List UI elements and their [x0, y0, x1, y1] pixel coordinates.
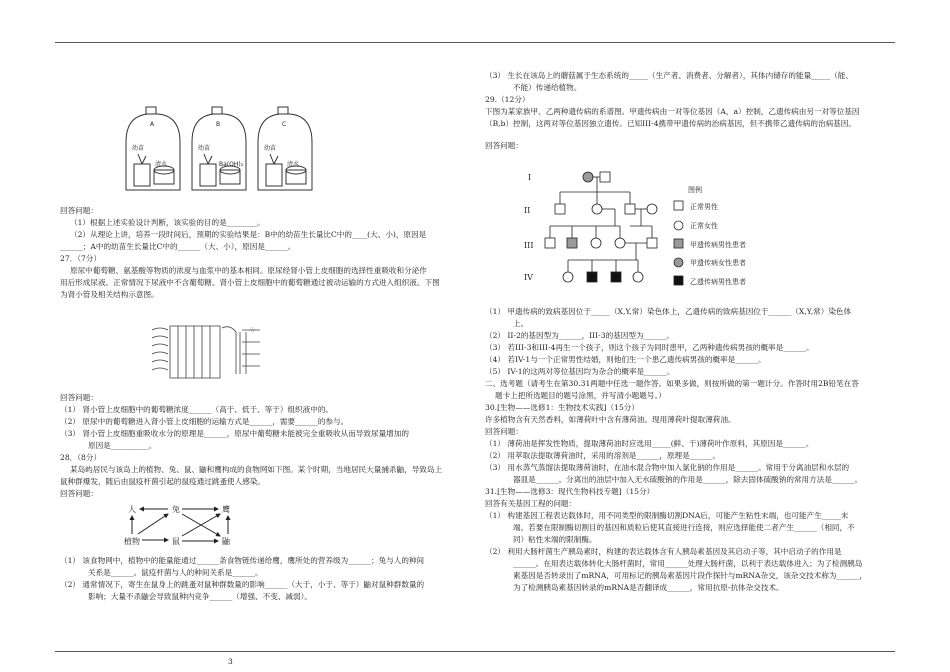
q29-sub4: （4） 若IV-1与一个正常男性结婚，则他们生一个患乙遗传病男孩的概率是______。 — [485, 355, 766, 364]
q27-sub1: （1） 肾小管上皮细胞中的葡萄糖浓度______（高于、低于、等于）组织液中的。 — [60, 405, 334, 414]
seedling-label-c: 幼苗 — [264, 145, 277, 152]
q27-sub3a: （3） 肾小管上皮细胞重吸收水分的原理是______，原尿中葡萄糖未能被完全重吸收从而导致尿量增加的 — [60, 429, 409, 438]
q31-sub2b: ______。在用表达载体转化大肠杆菌时，常用______处理大肠杆菌，以利于表达载体进入；为了检测胰岛 — [513, 559, 863, 568]
legend-item-5: 乙遗传病男性患者 — [690, 278, 746, 286]
section2-line2: 题卡上把所选题目的题号涂黑，并写清小题题号。） — [495, 391, 666, 400]
legend-item-1: 正常男性 — [690, 203, 718, 211]
gen-label-1: I — [528, 173, 532, 182]
q28-stem-2: 鼠种群爆发，随后由鼠疫杆菌引起的鼠疫通过跳蚤使人感染。 — [60, 477, 266, 486]
cup-label-a: 清水 — [155, 161, 168, 168]
gen-label-4: IV — [524, 273, 533, 282]
q31-sub1a: （1） 构建基因工程表达载体时，用不同类型的限制酶切割DNA后，可能产生粘性末端，也可能产生_____末 — [485, 511, 849, 520]
q28-sub2a: （2） 通常情况下，寄生在鼠身上的跳蚤对鼠种群数量的影响______（大于，小于、等于）鼬对鼠种群数量的 — [60, 580, 425, 589]
q27-prompt: 回答问题： — [60, 393, 98, 402]
node-plant: 植物 — [124, 537, 140, 546]
jar-label-c: C — [282, 121, 287, 128]
q28-sub1a: （1） 该食物网中，植物中的能量能通过______条食物链传递给鹰，鹰所处的营养级为______；兔与人的种间 — [60, 556, 425, 565]
q28-prompt: 回答问题： — [60, 489, 98, 498]
q26-sub1: （1）根据上述实验设计判断，该实验的目的是________。 — [70, 218, 265, 227]
q28-stem-1: 某岛屿居民与该岛上的植物、兔、鼠、鼬和鹰构成的食物网如下图。某个时期，当地居民大量捕杀鼬，导致岛上 — [70, 465, 443, 474]
q29-sub3: （3） 若III-3和III-4再生一个孩子，则这个孩子为同时患甲，乙两种遗传病男孩的概率是______。 — [485, 343, 814, 352]
q29-stem-1: 下图为某家族甲、乙两种遗传病的系谱图。甲遗传病由一对等位基因（A，a）控制，乙遗传病由另一对等位基因 — [485, 107, 860, 116]
svg-text:Ⓐ: Ⓐ — [250, 328, 256, 334]
q30-sub3a: （3） 用水蒸气蒸馏法提取薄荷油时，在油水混合物中加入氯化钠的作用是______。常用于分离油层和水层的 — [485, 463, 850, 472]
q28-sub3a: （3） 生长在该岛上的蘑菇属于生态系统的_____（生产者、消费者、分解者），其体内储存的能量_____（能、 — [485, 71, 853, 80]
q30-prompt: 回答问题： — [485, 427, 523, 436]
q31-sub2a: （2） 利用大肠杆菌生产胰岛素时，构建的表达载体含有人胰岛素基因及其启动子等，其中启动子的作用是 — [485, 547, 842, 556]
q31-heading: 31.[生物——选修3：现代生物科技专题]（15分） — [485, 487, 655, 496]
q30-heading: 30.[生物——选修1：生物技术实践]（15分） — [485, 403, 639, 412]
q27-sub2: （2） 原尿中的葡萄糖进入肾小管上皮细胞的运输方式是______，需要______的参与。 — [60, 417, 349, 426]
cup-label-b: Ba(OH)₂ — [219, 161, 244, 168]
right-column-bottom — [485, 306, 895, 594]
q26-sub2a: （2）从理论上讲，培养一段时间后，预期的实验结果是：B中的幼苗生长量比C中的____(大、小)，原因是 — [70, 230, 427, 239]
left-column-mid — [60, 392, 485, 500]
q27-stem-1: 原尿中葡萄糖、氨基酸等物质的浓度与血浆中的基本相同。原尿经肾小管上皮细胞的选择性重吸收和分泌作 — [70, 266, 427, 275]
q30-sub3b: 器皿是______。分离出的油层中加入无水硫酸钠的作用是______，除去固体硫酸钠的常用方法是______。 — [513, 475, 863, 484]
q26-sub2b: ______；A中的幼苗生长量比C中的______（大、小），原因是______。 — [60, 242, 296, 251]
q31-sub2d: 为了检测胰岛素基因转录的mRNA是否翻译成______，常用抗原-抗体杂交技术。 — [513, 583, 784, 592]
node-eagle: 鹰 — [222, 505, 230, 514]
q27-stem-3: 为肾小管及相关结构示意图。 — [60, 290, 159, 299]
legend-item-3: 甲遗传病男性患者 — [690, 241, 746, 249]
q29-sub5: （5） IV-1的这两对等位基因均为杂合的概率是______。 — [485, 367, 675, 376]
top-rule — [55, 42, 895, 43]
seedling-label-a: 幼苗 — [132, 145, 145, 152]
bell-jar-figure — [118, 104, 318, 196]
q27-sub3b: 原因是__________。 — [88, 441, 157, 450]
gen-label-2: II — [524, 206, 531, 215]
q31-sub1b: 端。若要在限制酶切割目的基因和质粒后使其直接进行连接，则应选择能使二者产生______（相同，不 — [513, 523, 855, 532]
page-number: 3 — [228, 657, 233, 666]
seedling-label-b: 幼苗 — [198, 145, 211, 152]
q30-sub2: （2） 用萃取法提取薄荷油时，采用的溶剂是______，原理是______。 — [485, 451, 721, 460]
q26-prompt: 回答问题： — [60, 206, 98, 215]
q30-stem: 许多植物含有天然香料，如薄荷叶中含有薄荷油。现用薄荷叶提取薄荷油。 — [485, 415, 736, 424]
cup-label-c: 清水 — [287, 161, 300, 168]
jar-label-a: A — [150, 121, 155, 128]
q31-sub1c: 同）粘性末端的限制酶。 — [513, 535, 597, 544]
q28-sub3b: 不能）传递给植物。 — [513, 83, 582, 92]
pedigree-legend — [674, 185, 746, 286]
q27-heading: 27．（7分） — [60, 254, 102, 263]
q29-stem-2: （B,b）控制，这两对等位基因独立遗传。已知III-4携带甲遗传病的治病基因，但不携带乙遗传病的治病基因。 — [485, 119, 856, 128]
node-rabbit: 兔 — [172, 505, 180, 514]
bottom-rule — [55, 651, 895, 652]
pedigree-figure — [520, 168, 810, 298]
legend-title: 图例 — [688, 186, 702, 194]
left-column-top — [60, 205, 480, 301]
legend-item-4: 甲遗传病女性患者 — [690, 259, 746, 267]
q30-sub1: （1） 薄荷油是挥发性物质，提取薄荷油时应选用_____(鲜、干)薄荷叶作原料，其原因是______。 — [485, 439, 814, 448]
q28-sub2b: 影响；大量不杀鼬会导致鼠种内竞争______（增强、不变、减弱）。 — [88, 592, 313, 601]
q27-stem-2: 用后形成尿液。正常情况下尿液中不含葡萄糖。肾小管上皮细胞中的葡萄糖通过被动运输的方式进入组织液。下图 — [60, 278, 440, 287]
q29-sub1a: （1） 甲遗传病的致病基因位于_____（X,Y,常）染色体上，乙遗传病的致病基因位于______（X,Y,常）染色体 — [485, 307, 852, 316]
q29-prompt: 回答问题： — [485, 141, 523, 150]
q29-heading: 29.（12分） — [485, 95, 530, 104]
food-web-figure — [122, 502, 238, 548]
jar-label-b: B — [216, 121, 221, 128]
q29-sub2: （2） II-2的基因型为______，III-3的基因型为______。 — [485, 331, 674, 340]
q28-sub1b: 关系是______。鼠疫杆菌与人的种间关系是______。 — [88, 568, 263, 577]
q28-heading: 28．（8分） — [60, 453, 102, 462]
node-mouse: 鼠 — [172, 537, 180, 546]
section2-line1: 二、选考题（请考生在第30.31两题中任选一题作答。如果多做，则按所做的第一题计分。作答时用2B铅笔在答 — [485, 379, 859, 388]
node-weasel: 鼬 — [222, 537, 230, 546]
kidney-tubule-figure — [150, 322, 280, 384]
left-column-bottom — [60, 555, 485, 603]
q31-sub2c: 素基因是否转录出了mRNA，可用标记的胰岛素基因片段作探针与mRNA杂交，该杂交技术称为______， — [513, 571, 867, 580]
legend-item-2: 正常女性 — [690, 222, 718, 230]
gen-label-3: III — [524, 241, 534, 250]
node-human: 人 — [128, 505, 136, 514]
right-column-top — [485, 70, 895, 152]
q31-stem: 回答有关基因工程的问题： — [485, 499, 577, 508]
q29-sub1b: 上。 — [513, 319, 529, 328]
